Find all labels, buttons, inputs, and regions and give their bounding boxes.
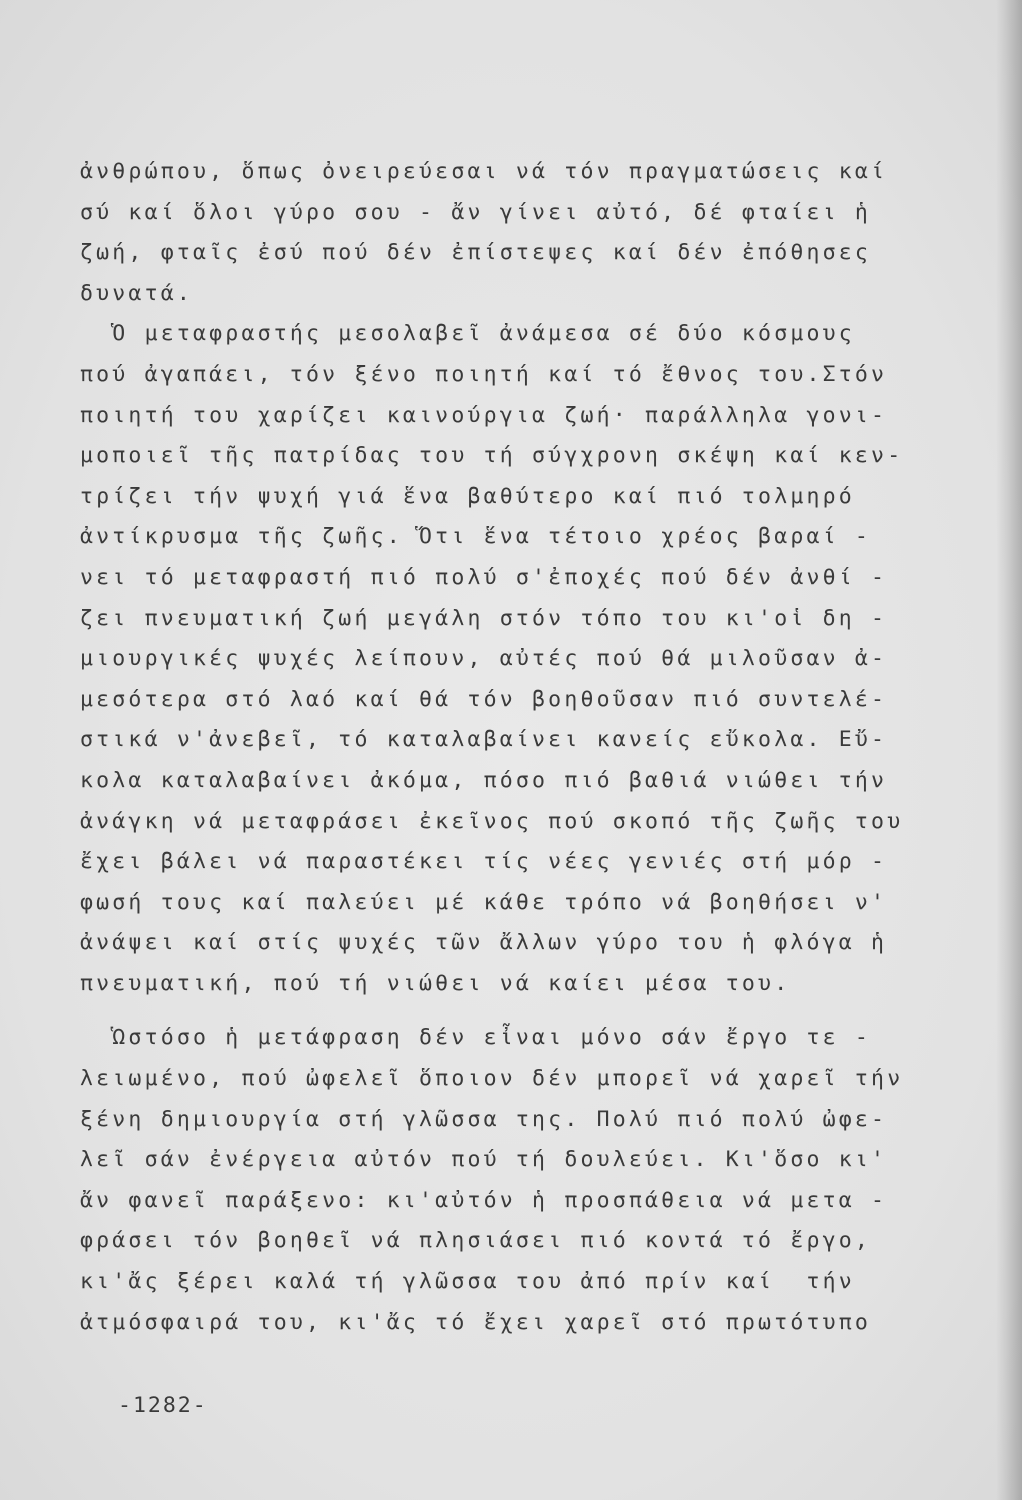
text-line: ἀνάψει καί στίς ψυχές τῶν ἄλλων γύρο του ἡ φλόγα ἡ [80,930,888,956]
page-edge-shadow [996,0,1022,1500]
text-line: στικά ν'ἀνεβεῖ, τό καταλαβαίνει κανείς εὔκολα. Εὔ- [80,727,888,753]
text-line: μιουργικές ψυχές λείπουν, αὐτές πού θά μιλοῦσαν ἀ- [80,646,888,672]
text-line: πού ἀγαπάει, τόν ξένο ποιητή καί τό ἔθνος του.Στόν [80,361,888,387]
text-line: ἀνθρώπου, ὅπως ὀνειρεύεσαι νά τόν πραγματώσεις καί [80,159,888,184]
text-line: ζωή, φταῖς ἐσύ πού δέν ἐπίστεψες καί δέν ἐπόθησες [80,240,872,266]
text-line: ποιητή του χαρίζει καινούργια ζωή· παράλληλα γονι- [80,402,888,428]
text-line: δυνατά. [80,280,194,306]
text-line: πνευματική, πού τή νιώθει νά καίει μέσα του. [80,970,791,996]
text-line: ἀντίκρυσμα τῆς ζωῆς. Ὅτι ἕνα τέτοιο χρέος βαραί - [80,524,872,550]
text-line: κολα καταλαβαίνει ἀκόμα, πόσο πιό βαθιά νιώθει τήν [80,767,888,793]
text-line: μοποιεῖ τῆς πατρίδας του τή σύγχρονη σκέψη καί κεν- [80,443,904,469]
text-line: ἀνάγκη νά μεταφράσει ἐκεῖνος πού σκοπό τῆς ζωῆς του [80,808,904,834]
paragraph-continuation [80,152,930,314]
text-line: ἄν φανεῖ παράξενο: κι'αὐτόν ἡ προσπάθεια νά μετα - [80,1187,888,1213]
text-line: ἔχει βάλει νά παραστέκει τίς νέες γενιές στή μόρ - [80,849,888,875]
text-line: λεῖ σάν ἐνέργεια αὐτόν πού τή δουλεύει. Κι'ὅσο κι' [80,1147,888,1173]
page-number: -1282- [118,1393,208,1418]
text-line: λειωμένο, πού ὠφελεῖ ὅποιον δέν μπορεῖ νά χαρεῖ τήν [80,1066,904,1092]
text-line: Ὁ μεταφραστής μεσολαβεῖ ἀνάμεσα σέ δύο κόσμους [80,321,855,347]
body-text [80,152,930,1343]
text-line: φωσή τους καί παλεύει μέ κάθε τρόπο νά βοηθήσει ν' [80,889,888,915]
text-line: Ὡστόσο ἡ μετάφραση δέν εἶναι μόνο σάν ἔργο τε - [80,1025,872,1051]
text-line: μεσότερα στό λαό καί θά τόν βοηθοῦσαν πιό συντελέ- [80,686,888,712]
text-line: νει τό μεταφραστή πιό πολύ σ'ἐποχές πού δέν ἀνθί - [80,564,888,590]
paragraph-translation [80,1018,930,1343]
paragraph-translator [80,314,930,1004]
paragraph-gap [80,1004,930,1018]
text-line: ἀτμόσφαιρά του, κι'ἄς τό ἔχει χαρεῖ στό πρωτότυπο [80,1309,872,1335]
text-line: φράσει τόν βοηθεῖ νά πλησιάσει πιό κοντά τό ἔργο, [80,1228,872,1254]
text-line: κι'ἄς ξέρει καλά τή γλῶσσα του ἀπό πρίν καί τήν [80,1269,855,1295]
text-line: ζει πνευματική ζωή μεγάλη στόν τόπο του κι'οἱ δη - [80,605,888,631]
text-line: ξένη δημιουργία στή γλῶσσα της. Πολύ πιό πολύ ὠφε- [80,1106,888,1132]
text-line: τρίζει τήν ψυχή γιά ἕνα βαθύτερο καί πιό τολμηρό [80,483,855,509]
text-line: σύ καί ὅλοι γύρο σου - ἄν γίνει αὐτό, δέ φταίει ἡ [80,199,872,225]
